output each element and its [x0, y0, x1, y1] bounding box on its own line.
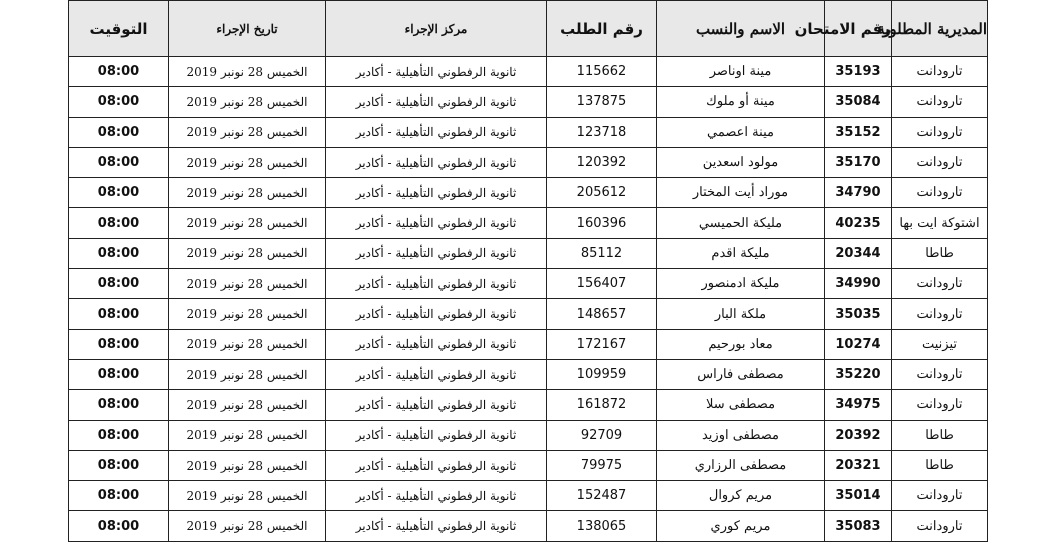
cell-center: ثانوية الرفطوني التأهيلية - أكادير [326, 57, 547, 87]
cell-directorate: تارودانت [892, 359, 988, 389]
cell-center: ثانوية الرفطوني التأهيلية - أكادير [326, 208, 547, 238]
cell-request-number: 156407 [547, 269, 657, 299]
table-row [69, 299, 988, 329]
cell-name: معاد بورحيم [657, 329, 825, 359]
cell-center: ثانوية الرفطوني التأهيلية - أكادير [326, 299, 547, 329]
cell-date: الخميس 28 نونبر 2019 [169, 238, 326, 268]
cell-time: 08:00 [69, 481, 169, 511]
cell-time: 08:00 [69, 359, 169, 389]
cell-directorate: تارودانت [892, 178, 988, 208]
cell-center: ثانوية الرفطوني التأهيلية - أكادير [326, 359, 547, 389]
cell-center: ثانوية الرفطوني التأهيلية - أكادير [326, 87, 547, 117]
header-exam-number: رقم الامتحان [825, 1, 892, 57]
cell-name: مريم كوري [657, 511, 825, 541]
cell-center: ثانوية الرفطوني التأهيلية - أكادير [326, 390, 547, 420]
header-directorate: المديرية المطلوبة [892, 1, 988, 57]
table-row [69, 178, 988, 208]
cell-directorate: تارودانت [892, 117, 988, 147]
cell-exam-number: 35152 [825, 117, 892, 147]
table-row [69, 420, 988, 450]
cell-center: ثانوية الرفطوني التأهيلية - أكادير [326, 420, 547, 450]
cell-exam-number: 34790 [825, 178, 892, 208]
cell-time: 08:00 [69, 299, 169, 329]
cell-date: الخميس 28 نونبر 2019 [169, 299, 326, 329]
cell-center: ثانوية الرفطوني التأهيلية - أكادير [326, 238, 547, 268]
cell-date: الخميس 28 نونبر 2019 [169, 420, 326, 450]
cell-date: الخميس 28 نونبر 2019 [169, 359, 326, 389]
cell-directorate: طاطا [892, 420, 988, 450]
cell-exam-number: 34975 [825, 390, 892, 420]
cell-directorate: تارودانت [892, 87, 988, 117]
cell-exam-number: 35170 [825, 147, 892, 177]
cell-center: ثانوية الرفطوني التأهيلية - أكادير [326, 511, 547, 541]
cell-exam-number: 35014 [825, 481, 892, 511]
table-row [69, 117, 988, 147]
header-center: مركز الإجراء [326, 1, 547, 57]
table-header-row [69, 1, 988, 57]
table-row [69, 87, 988, 117]
table-row [69, 390, 988, 420]
cell-exam-number: 20392 [825, 420, 892, 450]
cell-request-number: 160396 [547, 208, 657, 238]
cell-request-number: 120392 [547, 147, 657, 177]
cell-request-number: 138065 [547, 511, 657, 541]
table-row [69, 450, 988, 480]
cell-exam-number: 35193 [825, 57, 892, 87]
table-row [69, 481, 988, 511]
cell-date: الخميس 28 نونبر 2019 [169, 87, 326, 117]
table-row [69, 208, 988, 238]
cell-time: 08:00 [69, 390, 169, 420]
cell-time: 08:00 [69, 420, 169, 450]
cell-time: 08:00 [69, 57, 169, 87]
cell-directorate: طاطا [892, 238, 988, 268]
cell-directorate: تارودانت [892, 57, 988, 87]
cell-time: 08:00 [69, 511, 169, 541]
cell-date: الخميس 28 نونبر 2019 [169, 147, 326, 177]
cell-center: ثانوية الرفطوني التأهيلية - أكادير [326, 117, 547, 147]
cell-date: الخميس 28 نونبر 2019 [169, 117, 326, 147]
cell-center: ثانوية الرفطوني التأهيلية - أكادير [326, 269, 547, 299]
cell-directorate: تارودانت [892, 269, 988, 299]
cell-directorate: تارودانت [892, 511, 988, 541]
cell-directorate: تيزنيت [892, 329, 988, 359]
cell-name: مليكة ادمنصور [657, 269, 825, 299]
cell-request-number: 152487 [547, 481, 657, 511]
cell-center: ثانوية الرفطوني التأهيلية - أكادير [326, 178, 547, 208]
cell-exam-number: 35083 [825, 511, 892, 541]
cell-center: ثانوية الرفطوني التأهيلية - أكادير [326, 450, 547, 480]
cell-name: مليكة الحميسي [657, 208, 825, 238]
header-date: تاريخ الإجراء [169, 1, 326, 57]
cell-center: ثانوية الرفطوني التأهيلية - أكادير [326, 329, 547, 359]
table-row [69, 269, 988, 299]
cell-time: 08:00 [69, 450, 169, 480]
cell-date: الخميس 28 نونبر 2019 [169, 329, 326, 359]
cell-exam-number: 20344 [825, 238, 892, 268]
cell-name: مريم كروال [657, 481, 825, 511]
cell-directorate: طاطا [892, 450, 988, 480]
cell-request-number: 161872 [547, 390, 657, 420]
cell-time: 08:00 [69, 147, 169, 177]
cell-name: مينة أو ملوك [657, 87, 825, 117]
cell-name: مصطفى سلا [657, 390, 825, 420]
cell-request-number: 123718 [547, 117, 657, 147]
cell-name: موراد أيت المختار [657, 178, 825, 208]
cell-exam-number: 34990 [825, 269, 892, 299]
cell-time: 08:00 [69, 329, 169, 359]
cell-request-number: 172167 [547, 329, 657, 359]
cell-name: مصطفى الرزاري [657, 450, 825, 480]
cell-time: 08:00 [69, 178, 169, 208]
cell-request-number: 79975 [547, 450, 657, 480]
table-row [69, 238, 988, 268]
cell-request-number: 85112 [547, 238, 657, 268]
cell-name: مينة اوناصر [657, 57, 825, 87]
table-row [69, 329, 988, 359]
header-name: الاسم والنسب [657, 1, 825, 57]
cell-time: 08:00 [69, 117, 169, 147]
table-row [69, 147, 988, 177]
cell-request-number: 205612 [547, 178, 657, 208]
cell-name: مصطفى اوزيد [657, 420, 825, 450]
cell-time: 08:00 [69, 87, 169, 117]
cell-date: الخميس 28 نونبر 2019 [169, 390, 326, 420]
table-row [69, 511, 988, 541]
cell-center: ثانوية الرفطوني التأهيلية - أكادير [326, 481, 547, 511]
cell-center: ثانوية الرفطوني التأهيلية - أكادير [326, 147, 547, 177]
cell-exam-number: 35084 [825, 87, 892, 117]
cell-date: الخميس 28 نونبر 2019 [169, 511, 326, 541]
header-request-number: رقم الطلب [547, 1, 657, 57]
cell-date: الخميس 28 نونبر 2019 [169, 178, 326, 208]
cell-date: الخميس 28 نونبر 2019 [169, 208, 326, 238]
cell-name: مولود اسعدين [657, 147, 825, 177]
cell-date: الخميس 28 نونبر 2019 [169, 481, 326, 511]
cell-request-number: 137875 [547, 87, 657, 117]
table-body [69, 57, 988, 542]
cell-directorate: تارودانت [892, 299, 988, 329]
cell-exam-number: 35220 [825, 359, 892, 389]
header-time: التوقيت [69, 1, 169, 57]
cell-request-number: 92709 [547, 420, 657, 450]
cell-exam-number: 35035 [825, 299, 892, 329]
cell-exam-number: 20321 [825, 450, 892, 480]
cell-name: مصطفى فاراس [657, 359, 825, 389]
cell-time: 08:00 [69, 269, 169, 299]
cell-exam-number: 40235 [825, 208, 892, 238]
cell-directorate: تارودانت [892, 390, 988, 420]
candidates-table [68, 0, 988, 542]
cell-name: مليكة اقدم [657, 238, 825, 268]
cell-time: 08:00 [69, 208, 169, 238]
cell-request-number: 109959 [547, 359, 657, 389]
cell-request-number: 115662 [547, 57, 657, 87]
cell-directorate: تارودانت [892, 147, 988, 177]
table-row [69, 359, 988, 389]
cell-name: مينة اعصمي [657, 117, 825, 147]
cell-directorate: اشتوكة ايت بها [892, 208, 988, 238]
cell-exam-number: 10274 [825, 329, 892, 359]
cell-time: 08:00 [69, 238, 169, 268]
cell-date: الخميس 28 نونبر 2019 [169, 269, 326, 299]
table-row [69, 57, 988, 87]
cell-date: الخميس 28 نونبر 2019 [169, 57, 326, 87]
cell-directorate: تارودانت [892, 481, 988, 511]
cell-name: ملكة البار [657, 299, 825, 329]
cell-date: الخميس 28 نونبر 2019 [169, 450, 326, 480]
cell-request-number: 148657 [547, 299, 657, 329]
